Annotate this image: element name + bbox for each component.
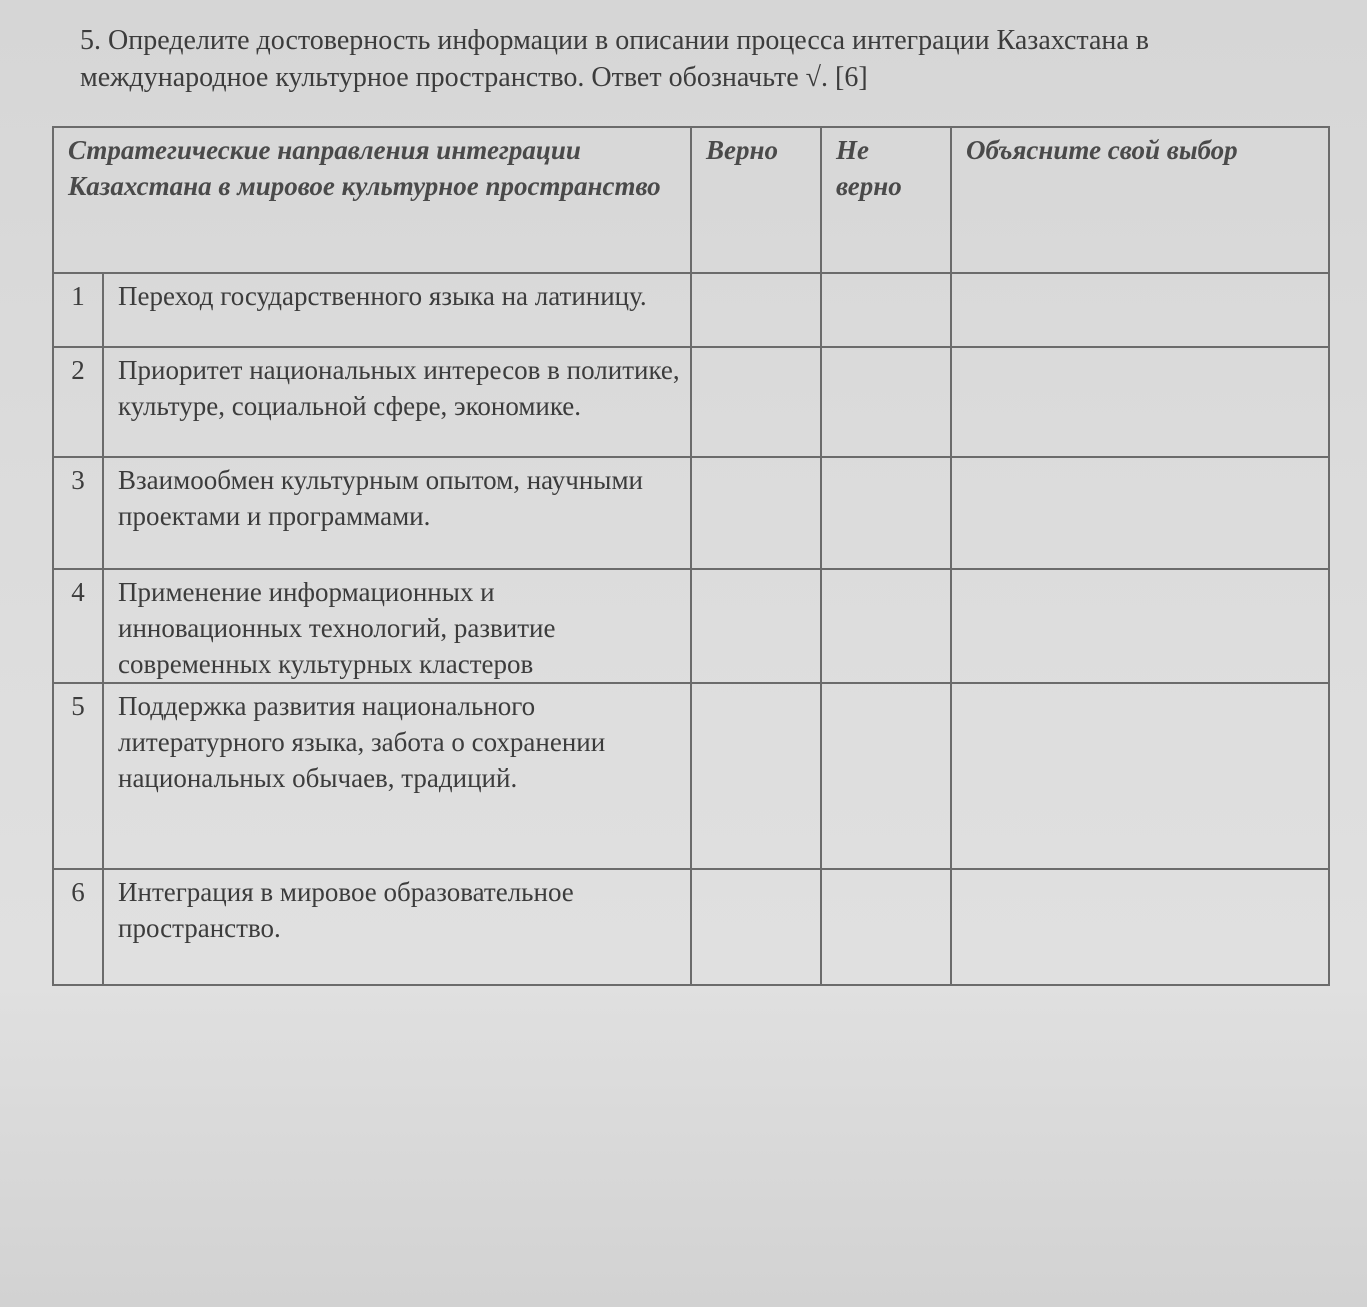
answer-false-cell[interactable] xyxy=(821,273,951,347)
answer-true-cell[interactable] xyxy=(691,457,821,569)
table-row xyxy=(53,569,1329,683)
answer-false-cell[interactable] xyxy=(821,869,951,985)
explanation-cell[interactable] xyxy=(951,273,1329,347)
row-number: 6 xyxy=(53,869,103,985)
header-false: Не верно xyxy=(821,127,951,273)
header-directions: Стратегические направления интеграции Казахстана в мировое культурное пространство xyxy=(53,127,691,273)
row-statement: Приоритет национальных интересов в политике, культуре, социальной сфере, экономике. xyxy=(103,347,691,457)
answer-false-cell[interactable] xyxy=(821,683,951,869)
header-true: Верно xyxy=(691,127,821,273)
table-header-row xyxy=(53,127,1329,273)
answer-true-cell[interactable] xyxy=(691,683,821,869)
explanation-cell[interactable] xyxy=(951,347,1329,457)
answer-true-cell[interactable] xyxy=(691,347,821,457)
row-statement: Применение информационных и инновационных технологий, развитие современных культурных кластеров xyxy=(103,569,691,683)
explanation-cell[interactable] xyxy=(951,457,1329,569)
explanation-cell[interactable] xyxy=(951,683,1329,869)
answer-true-cell[interactable] xyxy=(691,869,821,985)
answer-false-cell[interactable] xyxy=(821,347,951,457)
explanation-cell[interactable] xyxy=(951,869,1329,985)
assessment-table xyxy=(52,126,1330,986)
header-explain: Объясните свой выбор xyxy=(951,127,1329,273)
row-statement: Взаимообмен культурным опытом, научными проектами и программами. xyxy=(103,457,691,569)
answer-false-cell[interactable] xyxy=(821,569,951,683)
table-row xyxy=(53,457,1329,569)
answer-true-cell[interactable] xyxy=(691,569,821,683)
row-number: 3 xyxy=(53,457,103,569)
table-row xyxy=(53,683,1329,869)
row-number: 5 xyxy=(53,683,103,869)
explanation-cell[interactable] xyxy=(951,569,1329,683)
row-number: 1 xyxy=(53,273,103,347)
table-row xyxy=(53,273,1329,347)
answer-true-cell[interactable] xyxy=(691,273,821,347)
row-statement: Поддержка развития национального литературного языка, забота о сохранении национальных обычаев, традиций. xyxy=(103,683,691,869)
table-row xyxy=(53,869,1329,985)
row-number: 2 xyxy=(53,347,103,457)
row-statement: Переход государственного языка на латиницу. xyxy=(103,273,691,347)
row-number: 4 xyxy=(53,569,103,683)
table-row xyxy=(53,347,1329,457)
answer-false-cell[interactable] xyxy=(821,457,951,569)
question-text: 5. Определите достоверность информации в описании процесса интеграции Казахстана в международное культурное пространство. Ответ обозначьте √. [6] xyxy=(80,25,1150,93)
row-statement: Интеграция в мировое образовательное пространство. xyxy=(103,869,691,985)
